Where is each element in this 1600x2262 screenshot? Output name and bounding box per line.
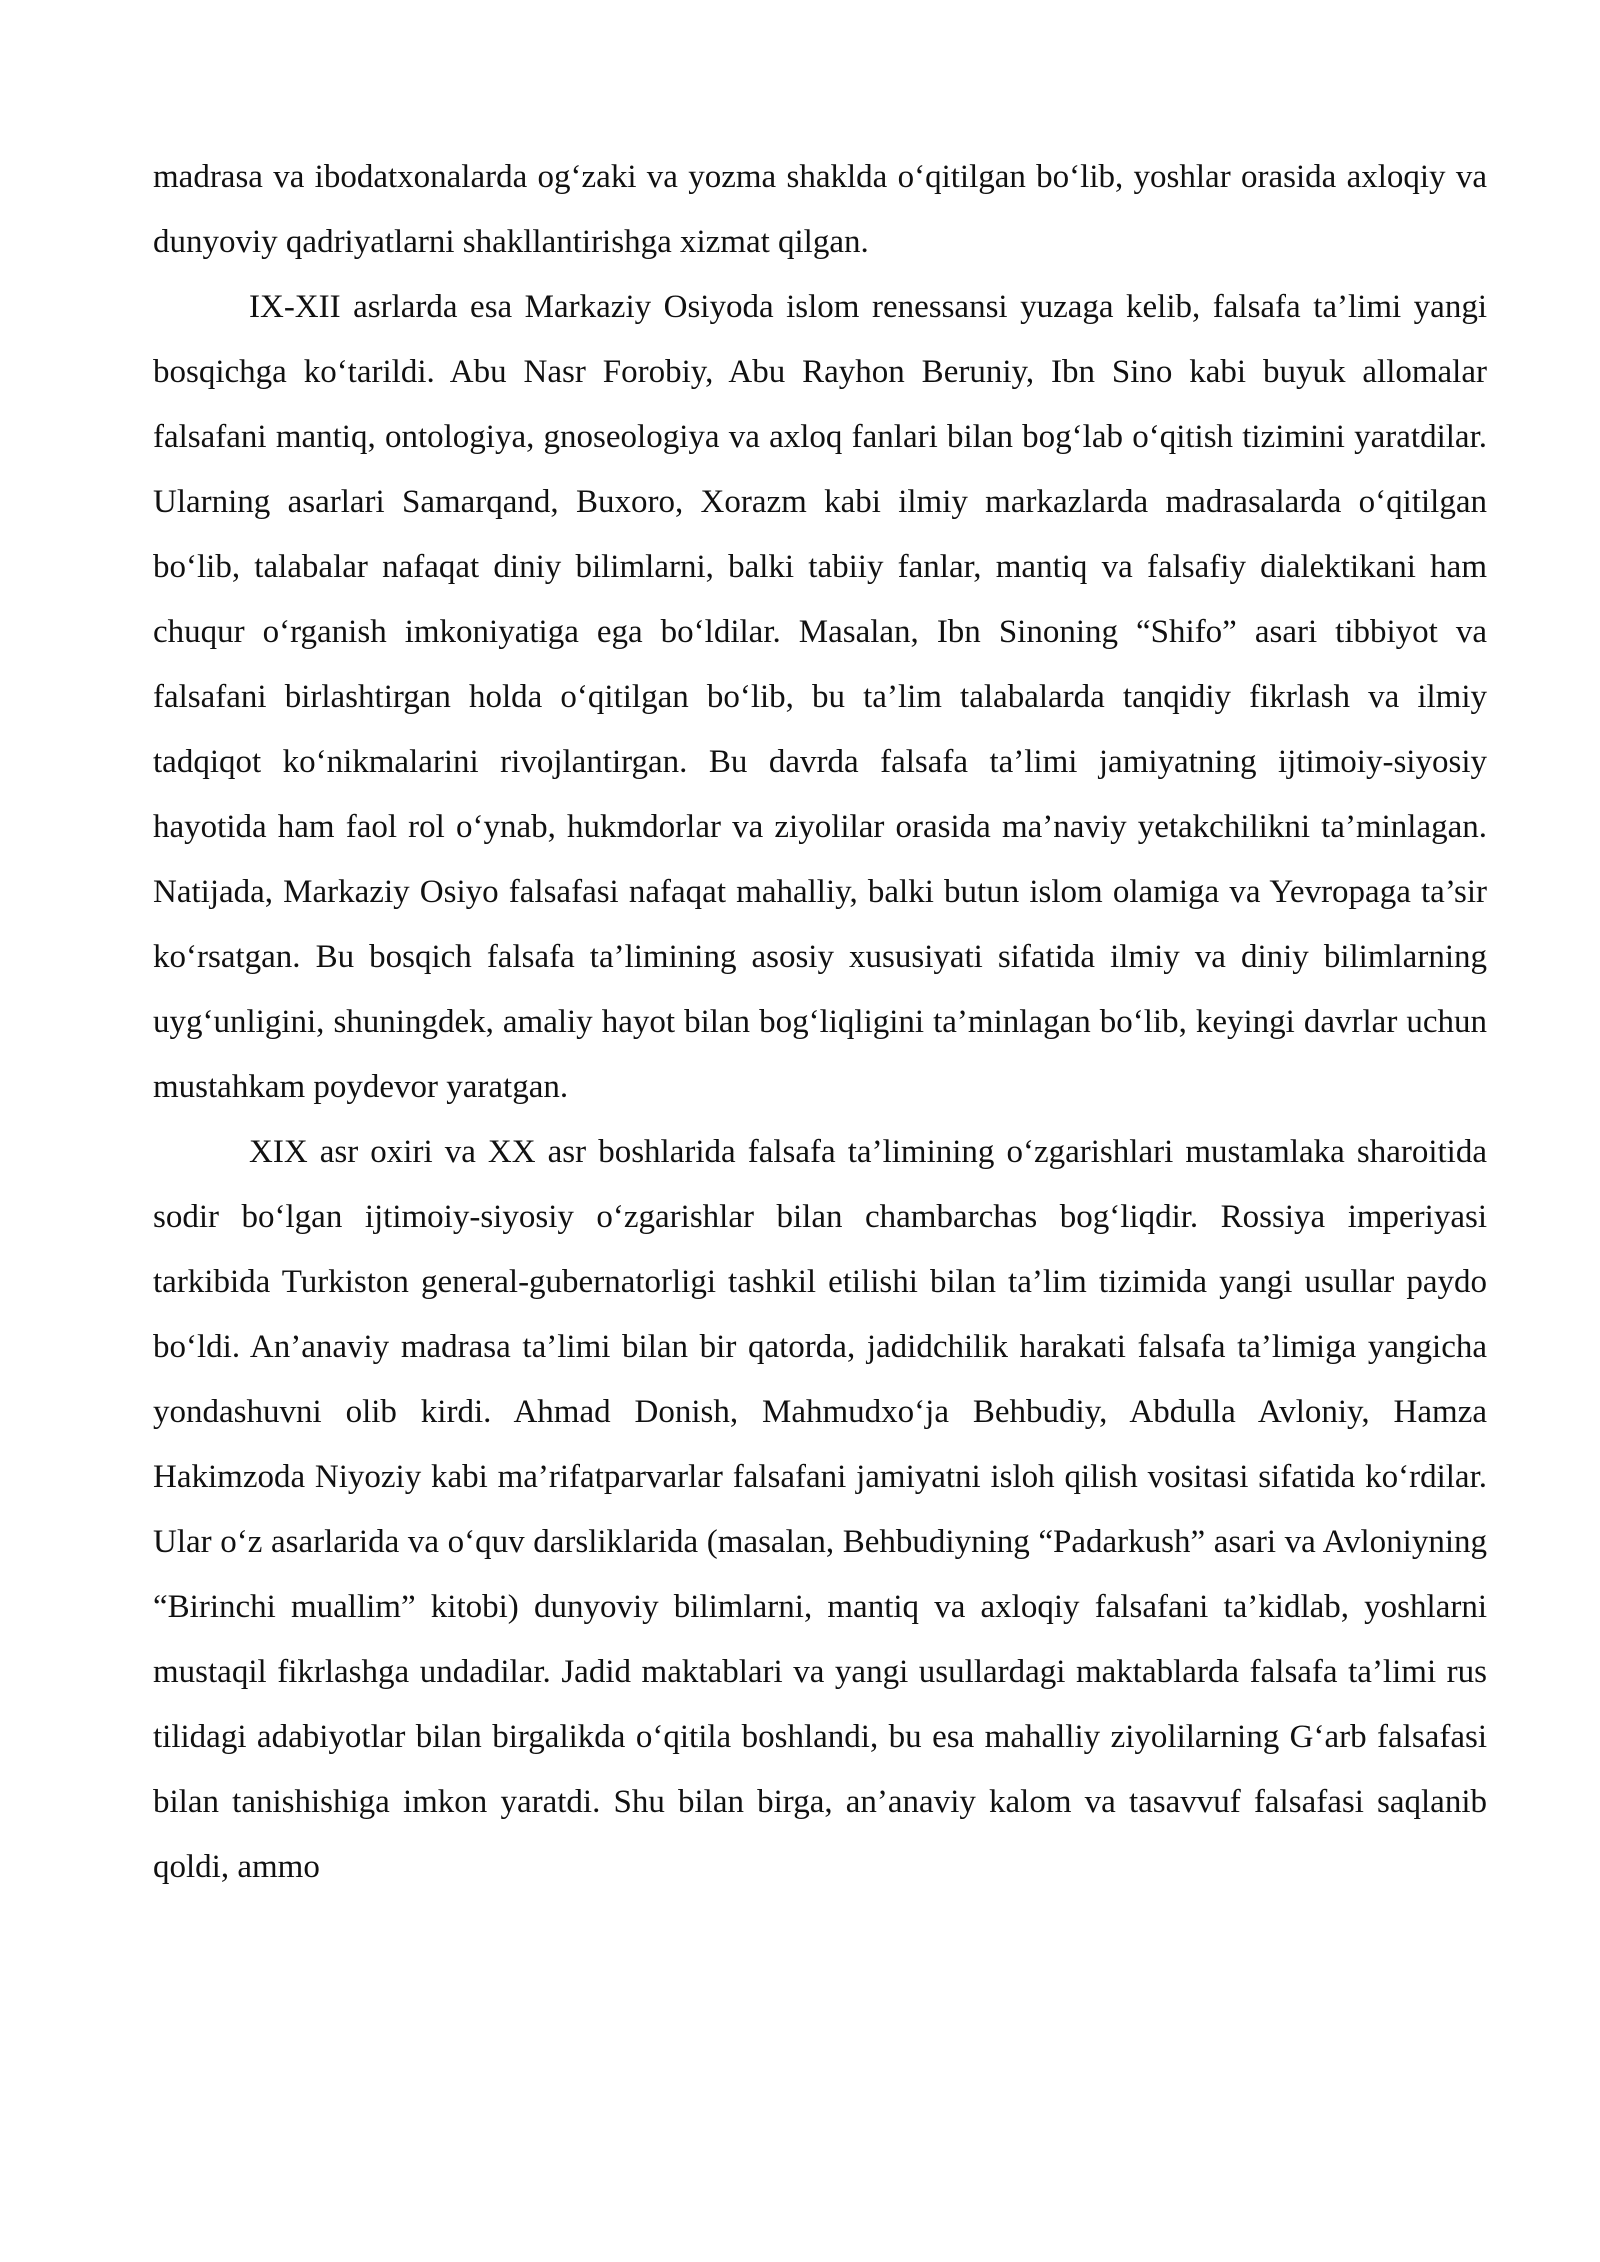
body-text bbox=[153, 145, 1487, 1900]
paragraph-xix-xx-centuries: XIX asr oxiri va XX asr boshlarida falsafa ta’limining o‘zgarishlari mustamlaka sharoitida sodir bo‘lgan ijtimoiy-siyosiy o‘zgarishlar bilan chambarchas bog‘liqdir. Rossiya imperiyasi tarkibida Turkiston general-gubernatorligi tashkil etilishi bilan ta’lim tizimida yangi usullar paydo bo‘ldi. An’anaviy madrasa ta’limi bilan bir qatorda, jadidchilik harakati falsafa ta’limiga yangicha yondashuvni olib kirdi. Ahmad Donish, Mahmudxo‘ja Behbudiy, Abdulla Avloniy, Hamza Hakimzoda Niyoziy kabi ma’rifatparvarlar falsafani jamiyatni isloh qilish vositasi sifatida ko‘rdilar. Ular o‘z asarlarida va o‘quv darsliklarida (masalan, Behbudiyning “Padarkush” asari va Avloniyning “Birinchi muallim” kitobi) dunyoviy bilimlarni, mantiq va axloqiy falsafani ta’kidlab, yoshlarni mustaqil fikrlashga undadilar. Jadid maktablari va yangi usullardagi maktablarda falsafa ta’limi rus tilidagi adabiyotlar bilan birgalikda o‘qitila boshlandi, bu esa mahalliy ziyolilarning G‘arb falsafasi bilan tanishishiga imkon yaratdi. Shu bilan birga, an’anaviy kalom va tasavvuf falsafasi saqlanib qoldi, ammo bbox=[153, 1134, 1487, 1885]
paragraph-continued: madrasa va ibodatxonalarda og‘zaki va yozma shaklda o‘qitilgan bo‘lib, yoshlar orasida axloqiy va dunyoviy qadriyatlarni shakllantirishga xizmat qilgan. bbox=[153, 159, 1487, 260]
paragraph-ix-xii-centuries: IX-XII asrlarda esa Markaziy Osiyoda islom renessansi yuzaga kelib, falsafa ta’limi yangi bosqichga ko‘tarildi. Abu Nasr Forobiy, Abu Rayhon Beruniy, Ibn Sino kabi buyuk allomalar falsafani mantiq, ontologiya, gnoseologiya va axloq fanlari bilan bog‘lab o‘qitish tizimini yaratdilar. Ularning asarlari Samarqand, Buxoro, Xorazm kabi ilmiy markazlarda madrasalarda o‘qitilgan bo‘lib, talabalar nafaqat diniy bilimlarni, balki tabiiy fanlar, mantiq va falsafiy dialektikani ham chuqur o‘rganish imkoniyatiga ega bo‘ldilar. Masalan, Ibn Sinoning “Shifo” asari tibbiyot va falsafani birlashtirgan holda o‘qitilgan bo‘lib, bu ta’lim talabalarda tanqidiy fikrlash va ilmiy tadqiqot ko‘nikmalarini rivojlantirgan. Bu davrda falsafa ta’limi jamiyatning ijtimoiy-siyosiy hayotida ham faol rol o‘ynab, hukmdorlar va ziyolilar orasida ma’naviy yetakchilikni ta’minlagan. Natijada, Markaziy Osiyo falsafasi nafaqat mahalliy, balki butun islom olamiga va Yevropaga ta’sir ko‘rsatgan. Bu bosqich falsafa ta’limining asosiy xususiyati sifatida ilmiy va diniy bilimlarning uyg‘unligini, shuningdek, amaliy hayot bilan bog‘liqligini ta’minlagan bo‘lib, keyingi davrlar uchun mustahkam poydevor yaratgan. bbox=[153, 289, 1487, 1105]
